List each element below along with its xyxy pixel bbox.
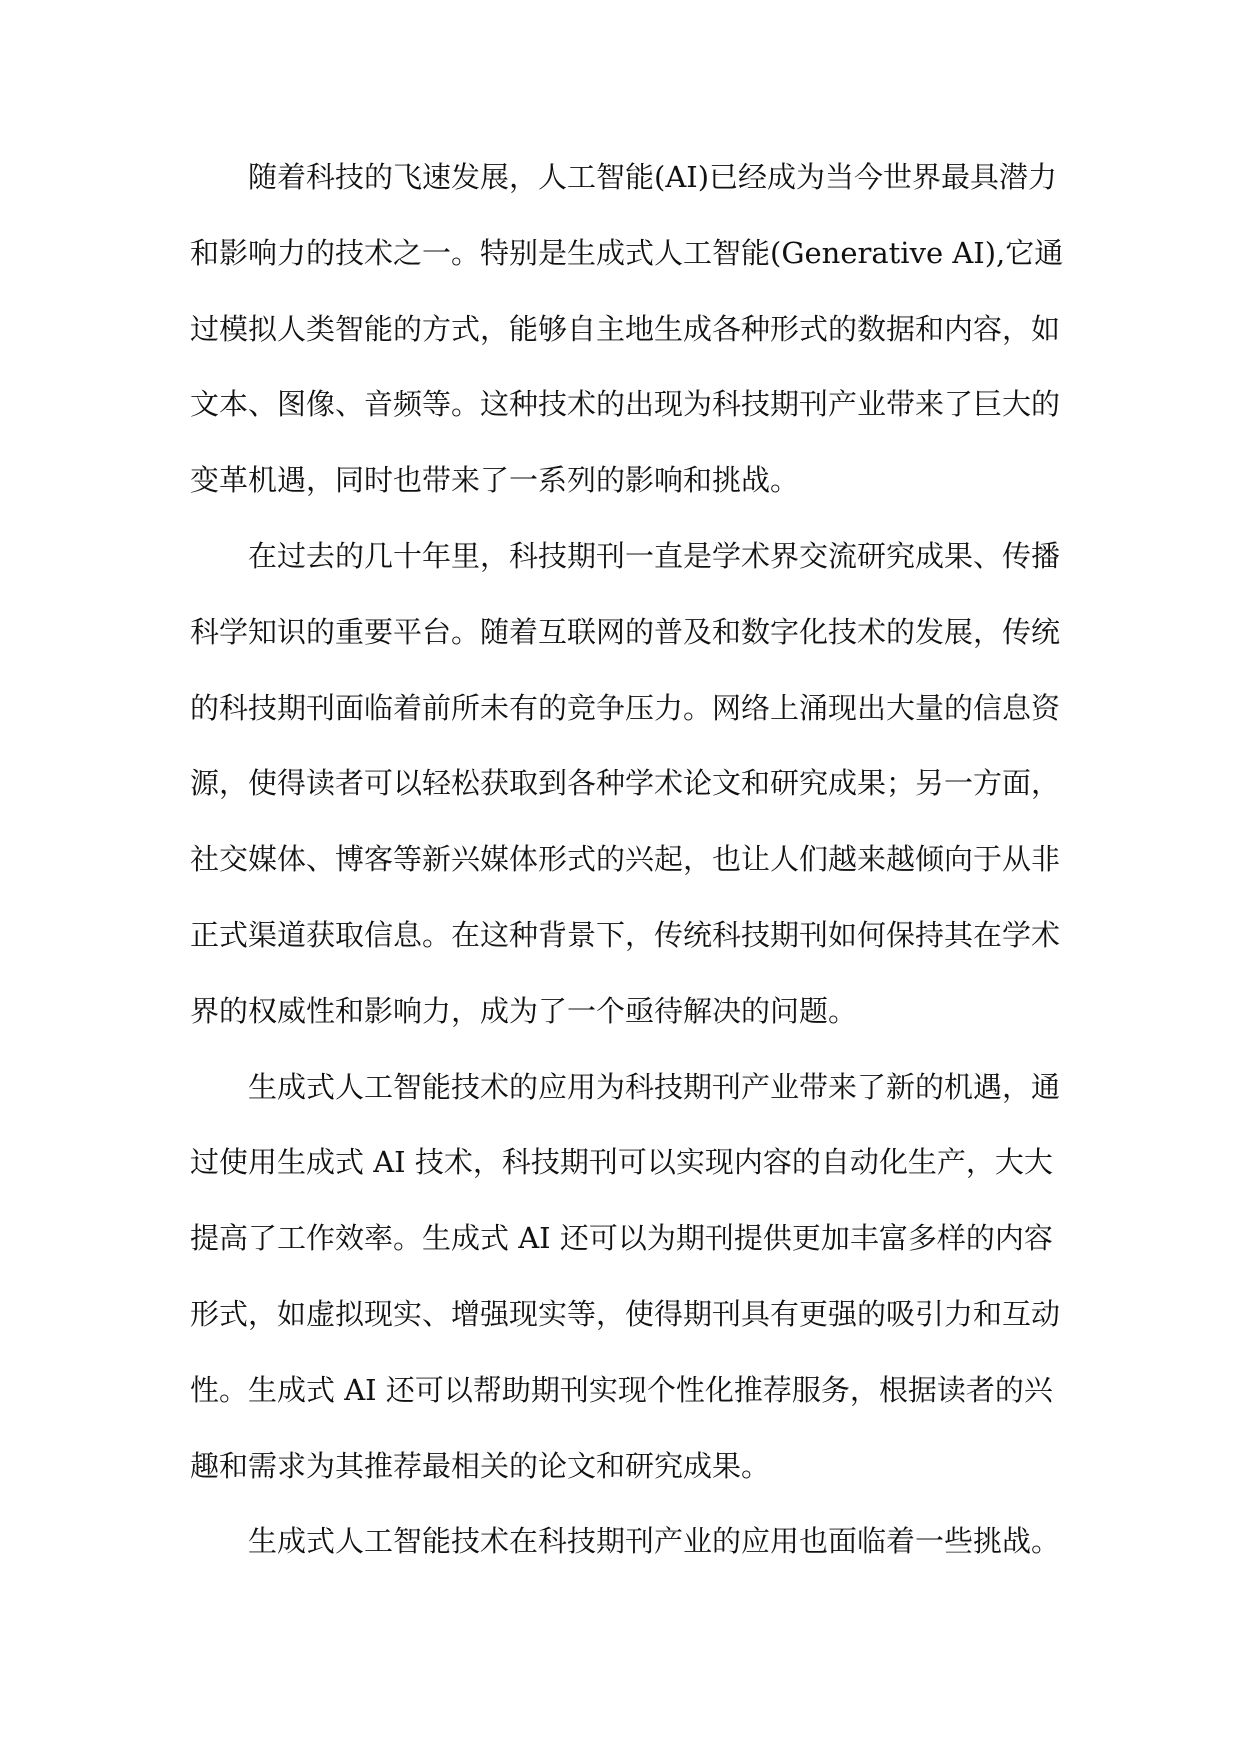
text-line: 生成式人工智能技术的应用为科技期刊产业带来了新的机遇，通 xyxy=(248,1069,1061,1104)
text-line: 界的权威性和影响力，成为了一个亟待解决的问题。 xyxy=(190,993,858,1028)
paragraph xyxy=(190,145,1064,524)
text-line: 科学知识的重要平台。随着互联网的普及和数字化技术的发展，传统 xyxy=(190,614,1061,649)
text-line: 随着科技的飞速发展，人工智能(AI)已经成为当今世界最具潜力 xyxy=(248,160,1058,194)
text-line: 社交媒体、博客等新兴媒体形式的兴起，也让人们越来越倾向于从非 xyxy=(190,842,1061,877)
text-line: 在过去的几十年里，科技期刊一直是学术界交流研究成果、传播 xyxy=(248,538,1061,573)
text-line: 和影响力的技术之一。特别是生成式人工智能(Generative AI),它通 xyxy=(190,235,1064,270)
text-line: 性。生成式 AI 还可以帮助期刊实现个性化推荐服务，根据读者的兴 xyxy=(190,1372,1053,1407)
paragraph xyxy=(190,524,1060,1055)
text-line: 提高了工作效率。生成式 AI 还可以为期刊提供更加丰富多样的内容 xyxy=(190,1221,1053,1256)
text-line: 源，使得读者可以轻松获取到各种学术论文和研究成果；另一方面， xyxy=(190,766,1061,801)
text-line: 过模拟人类智能的方式，能够自主地生成各种形式的数据和内容，如 xyxy=(190,311,1061,346)
text-line: 趣和需求为其推荐最相关的论文和研究成果。 xyxy=(190,1448,771,1483)
body-text xyxy=(190,145,1064,1585)
text-line: 的科技期刊面临着前所未有的竞争压力。网络上涌现出大量的信息资 xyxy=(190,690,1061,725)
text-line: 文本、图像、音频等。这种技术的出现为科技期刊产业带来了巨大的 xyxy=(190,387,1061,422)
text-line: 变革机遇，同时也带来了一系列的影响和挑战。 xyxy=(190,463,800,498)
text-line: 生成式人工智能技术在科技期刊产业的应用也面临着一些挑战。 xyxy=(248,1524,1061,1559)
text-line: 过使用生成式 AI 技术，科技期刊可以实现内容的自动化生产，大大 xyxy=(190,1145,1053,1180)
paragraph xyxy=(190,1055,1060,1510)
text-line: 正式渠道获取信息。在这种背景下，传统科技期刊如何保持其在学术 xyxy=(190,917,1061,952)
text-line: 形式，如虚拟现实、增强现实等，使得期刊具有更强的吸引力和互动 xyxy=(190,1296,1061,1331)
paragraph xyxy=(190,1509,1060,1585)
